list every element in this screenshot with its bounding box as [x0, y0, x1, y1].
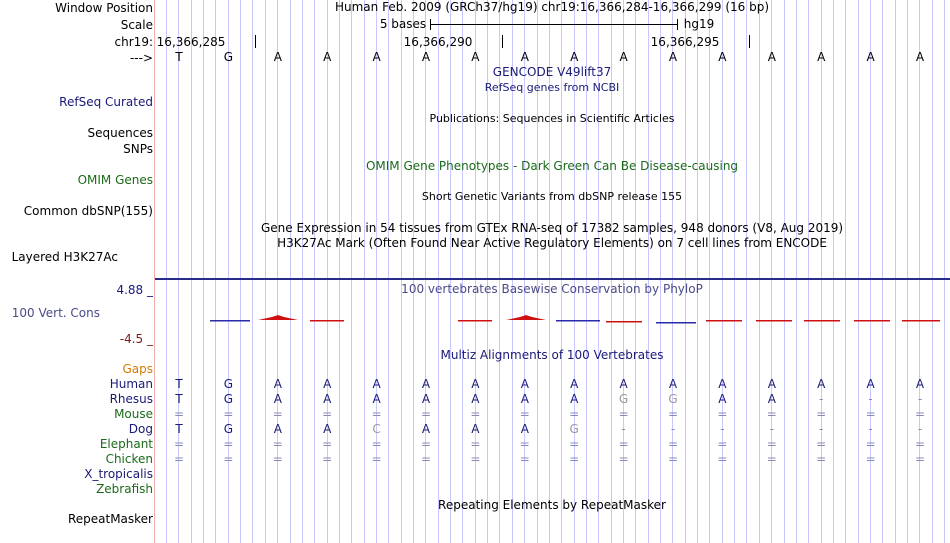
alignment-base: =: [865, 407, 876, 421]
gridline: [796, 0, 797, 543]
alignment-base: =: [618, 407, 629, 421]
phylop-bar: [804, 320, 840, 322]
ruler-coordinate: 16,366,290: [403, 35, 473, 49]
gridline: [388, 0, 389, 543]
snps-track-label[interactable]: SNPs: [123, 142, 153, 156]
alignment-base: =: [569, 407, 580, 421]
phylop-bar: [656, 322, 696, 324]
alignment-base: =: [173, 407, 185, 421]
species-label[interactable]: Human: [109, 377, 153, 391]
gridline: [215, 0, 216, 543]
alignment-base: =: [865, 452, 876, 466]
alignment-base: =: [816, 407, 827, 421]
species-label[interactable]: Elephant: [99, 437, 153, 451]
reference-base: A: [817, 50, 826, 64]
h3k27ac-track-label[interactable]: Layered H3K27Ac: [11, 250, 118, 264]
gridline: [450, 0, 451, 543]
alignment-base: =: [865, 437, 876, 451]
gridline: [882, 0, 883, 543]
gridline: [734, 0, 735, 543]
gridline: [746, 0, 747, 543]
alignment-base: =: [420, 437, 432, 451]
gtex-track-title: Gene Expression in 54 tissues from GTEx RNA-seq of 17382 samples, 948 donors (V8, Aug 2019): [260, 221, 844, 235]
window-position-text: Human Feb. 2009 (GRCh37/hg19) chr19:16,366,284-16,366,299 (16 bp): [334, 0, 770, 14]
alignment-base: =: [272, 407, 283, 421]
alignment-base: A: [520, 422, 529, 436]
alignment-base: C: [372, 422, 381, 436]
alignment-base: =: [420, 407, 432, 421]
alignment-base: =: [766, 452, 777, 466]
gridline: [660, 0, 661, 543]
gridline: [648, 0, 649, 543]
alignment-base: =: [470, 437, 481, 451]
gaps-track-label[interactable]: Gaps: [122, 362, 153, 376]
alignment-base: =: [569, 452, 580, 466]
gridline: [203, 0, 204, 543]
alignment-base: =: [816, 452, 827, 466]
alignment-base: =: [914, 452, 926, 466]
alignment-base: =: [272, 452, 283, 466]
phylop-peak: [258, 315, 298, 320]
reference-base: A: [915, 50, 925, 64]
alignment-base: -: [621, 422, 626, 436]
alignment-base: -: [819, 392, 824, 406]
alignment-base: A: [718, 377, 727, 391]
phylop-bar: [606, 321, 642, 323]
phylop-bar: [756, 320, 792, 322]
gridline: [944, 0, 945, 543]
reference-base: A: [520, 50, 529, 64]
reference-base: A: [273, 50, 282, 64]
scale-bar: [430, 24, 678, 25]
alignment-base: =: [322, 437, 333, 451]
phylop-track-title: 100 vertebrates Basewise Conservation by PhyloP: [401, 282, 703, 296]
species-label[interactable]: Rhesus: [109, 392, 153, 406]
alignment-base: =: [371, 407, 382, 421]
alignment-base: -: [670, 422, 676, 436]
alignment-base: -: [917, 422, 923, 436]
alignment-base: =: [223, 437, 234, 451]
phylop-track-label[interactable]: 100 Vert. Cons: [11, 306, 100, 320]
phylop-bar: [210, 320, 250, 322]
alignment-base: =: [766, 437, 777, 451]
scale-text: 5 bases: [379, 17, 427, 31]
gridline: [907, 0, 908, 543]
alignment-base: A: [866, 377, 875, 391]
alignment-base: A: [323, 422, 332, 436]
assembly-label: hg19: [683, 17, 715, 31]
ruler-coordinate: 16,366,285: [156, 35, 226, 49]
alignment-base: G: [223, 392, 234, 406]
reference-base: A: [372, 50, 381, 64]
phylop-min-value: -4.5 _: [119, 332, 153, 346]
phylop-peak: [506, 315, 546, 320]
alignment-base: -: [868, 422, 873, 436]
alignment-base: A: [619, 377, 628, 391]
alignment-base: G: [569, 422, 579, 436]
alignment-base: =: [223, 452, 234, 466]
gridline: [302, 0, 303, 543]
alignment-base: -: [769, 422, 774, 436]
phylop-bar: [854, 320, 890, 322]
alignment-base: A: [372, 392, 381, 406]
alignment-base: T: [175, 377, 183, 391]
alignment-base: =: [173, 437, 185, 451]
gridline: [784, 0, 785, 543]
alignment-base: =: [519, 407, 530, 421]
alignment-base: =: [618, 437, 629, 451]
alignment-base: =: [667, 407, 679, 421]
reference-base: A: [323, 50, 332, 64]
alignment-base: G: [618, 392, 629, 406]
reference-base: A: [866, 50, 875, 64]
scale-label: Scale: [120, 18, 153, 32]
reference-base: A: [421, 50, 431, 64]
alignment-base: A: [915, 377, 925, 391]
sequences-track-label[interactable]: Sequences: [87, 126, 153, 140]
gridline: [845, 0, 846, 543]
gridline: [462, 0, 463, 543]
species-label[interactable]: X_tropicalis: [84, 467, 153, 481]
gridline: [697, 0, 698, 543]
phylop-signal: [0, 306, 950, 346]
gridline: [833, 0, 834, 543]
alignment-base: A: [767, 377, 776, 391]
alignment-base: =: [717, 437, 728, 451]
alignment-base: A: [273, 392, 282, 406]
gridline: [364, 0, 365, 543]
alignment-base: G: [223, 422, 234, 436]
h3k27ac-track-title: H3K27Ac Mark (Often Found Near Active Regulatory Elements) on 7 cell lines from ENCODE: [277, 236, 827, 250]
alignment-base: A: [273, 422, 282, 436]
gridline: [166, 0, 167, 543]
alignment-base: A: [520, 392, 529, 406]
alignment-base: A: [570, 392, 579, 406]
alignment-base: A: [421, 422, 431, 436]
gridline: [709, 0, 710, 543]
alignment-base: A: [323, 377, 332, 391]
alignment-base: =: [173, 452, 185, 466]
alignment-base: A: [570, 377, 579, 391]
gridline: [265, 0, 266, 543]
alignment-base: G: [223, 377, 234, 391]
alignment-base: =: [371, 437, 382, 451]
reference-base: A: [718, 50, 727, 64]
phylop-bar: [310, 320, 344, 322]
alignment-base: A: [471, 377, 480, 391]
gridline: [932, 0, 933, 543]
gridline: [808, 0, 809, 543]
alignment-base: A: [767, 392, 776, 406]
alignment-base: =: [519, 452, 530, 466]
multiz-track-title: Multiz Alignments of 100 Vertebrates: [440, 348, 664, 362]
strand-label: --->: [129, 51, 153, 65]
phylop-bar: [458, 320, 492, 322]
phylop-max-value: 4.88 _: [116, 283, 153, 297]
species-label[interactable]: Mouse: [114, 407, 153, 421]
dbsnp-track-label[interactable]: Common dbSNP(155): [23, 204, 153, 218]
ruler-coordinate: 16,366,295: [650, 35, 720, 49]
alignment-base: =: [914, 407, 926, 421]
species-label[interactable]: Chicken: [105, 452, 153, 466]
alignment-base: =: [618, 452, 629, 466]
gridline: [685, 0, 686, 543]
chromosome-label: chr19:: [114, 35, 153, 49]
alignment-base: A: [817, 377, 826, 391]
gridline: [401, 0, 402, 543]
alignment-base: T: [175, 422, 183, 436]
omim-track-title: OMIM Gene Phenotypes - Dark Green Can Be Disease-causing: [365, 159, 739, 173]
gridline: [351, 0, 352, 543]
alignment-base: =: [272, 437, 283, 451]
refseq-track-subtitle: RefSeq genes from NCBI: [484, 81, 620, 94]
scale-bar-left-cap: [430, 19, 431, 30]
alignment-base: A: [471, 392, 480, 406]
alignment-base: =: [766, 407, 777, 421]
alignment-base: =: [717, 452, 728, 466]
reference-base: A: [619, 50, 628, 64]
alignment-base: T: [175, 392, 183, 406]
phylop-bar: [706, 320, 742, 322]
gridline: [413, 0, 414, 543]
alignment-base: -: [819, 422, 824, 436]
repeatmasker-track-title: Repeating Elements by RepeatMasker: [438, 498, 666, 512]
phylop-bar: [902, 320, 940, 322]
alignment-base: =: [470, 452, 481, 466]
track-divider: [155, 278, 950, 280]
gridline: [252, 0, 253, 543]
gencode-track-title: GENCODE V49lift37: [492, 65, 612, 79]
reference-base: A: [471, 50, 480, 64]
alignment-base: A: [471, 422, 480, 436]
gridline: [339, 0, 340, 543]
gridline: [240, 0, 241, 543]
alignment-base: A: [718, 392, 727, 406]
alignment-base: =: [420, 452, 432, 466]
reference-base: T: [175, 50, 183, 64]
alignment-base: =: [816, 437, 827, 451]
dbsnp-track-title: Short Genetic Variants from dbSNP release 155: [421, 190, 683, 203]
scale-bar-right-cap: [677, 19, 678, 30]
reference-base: A: [767, 50, 776, 64]
alignment-base: =: [322, 452, 333, 466]
alignment-base: -: [868, 392, 873, 406]
alignment-base: =: [322, 407, 333, 421]
alignment-base: =: [667, 437, 679, 451]
gridline: [314, 0, 315, 543]
phylop-bar: [556, 320, 600, 322]
alignment-base: =: [223, 407, 234, 421]
publications-track-title: Publications: Sequences in Scientific Articles: [429, 112, 675, 125]
alignment-base: A: [323, 392, 332, 406]
alignment-base: A: [421, 377, 431, 391]
alignment-base: -: [720, 422, 725, 436]
ruler-tick: [255, 35, 256, 48]
alignment-base: A: [520, 377, 529, 391]
alignment-base: A: [372, 377, 381, 391]
repeatmasker-track-label[interactable]: RepeatMasker: [67, 512, 153, 526]
alignment-base: =: [667, 452, 679, 466]
gridline: [858, 0, 859, 543]
alignment-base: A: [273, 377, 282, 391]
gridline: [635, 0, 636, 543]
reference-base: G: [223, 50, 234, 64]
species-label[interactable]: Dog: [128, 422, 153, 436]
gridline: [191, 0, 192, 543]
alignment-base: G: [668, 392, 678, 406]
refseq-track-label[interactable]: RefSeq Curated: [59, 95, 153, 109]
alignment-base: A: [668, 377, 678, 391]
gridline: [895, 0, 896, 543]
species-label[interactable]: Zebrafish: [96, 482, 153, 496]
alignment-base: =: [717, 407, 728, 421]
gridline: [759, 0, 760, 543]
alignment-base: =: [569, 437, 580, 451]
alignment-base: =: [519, 437, 530, 451]
window-position-label: Window Position: [55, 1, 153, 15]
ruler-tick: [502, 35, 503, 48]
alignment-base: =: [371, 452, 382, 466]
alignment-base: A: [421, 392, 431, 406]
reference-base: A: [570, 50, 579, 64]
omim-track-label[interactable]: OMIM Genes: [77, 173, 153, 187]
alignment-base: -: [917, 392, 923, 406]
gridline: [438, 0, 439, 543]
ruler-tick: [749, 35, 750, 48]
reference-base: A: [668, 50, 678, 64]
alignment-base: =: [470, 407, 481, 421]
alignment-base: =: [914, 437, 926, 451]
gridline: [290, 0, 291, 543]
image-left-border: [154, 0, 155, 543]
